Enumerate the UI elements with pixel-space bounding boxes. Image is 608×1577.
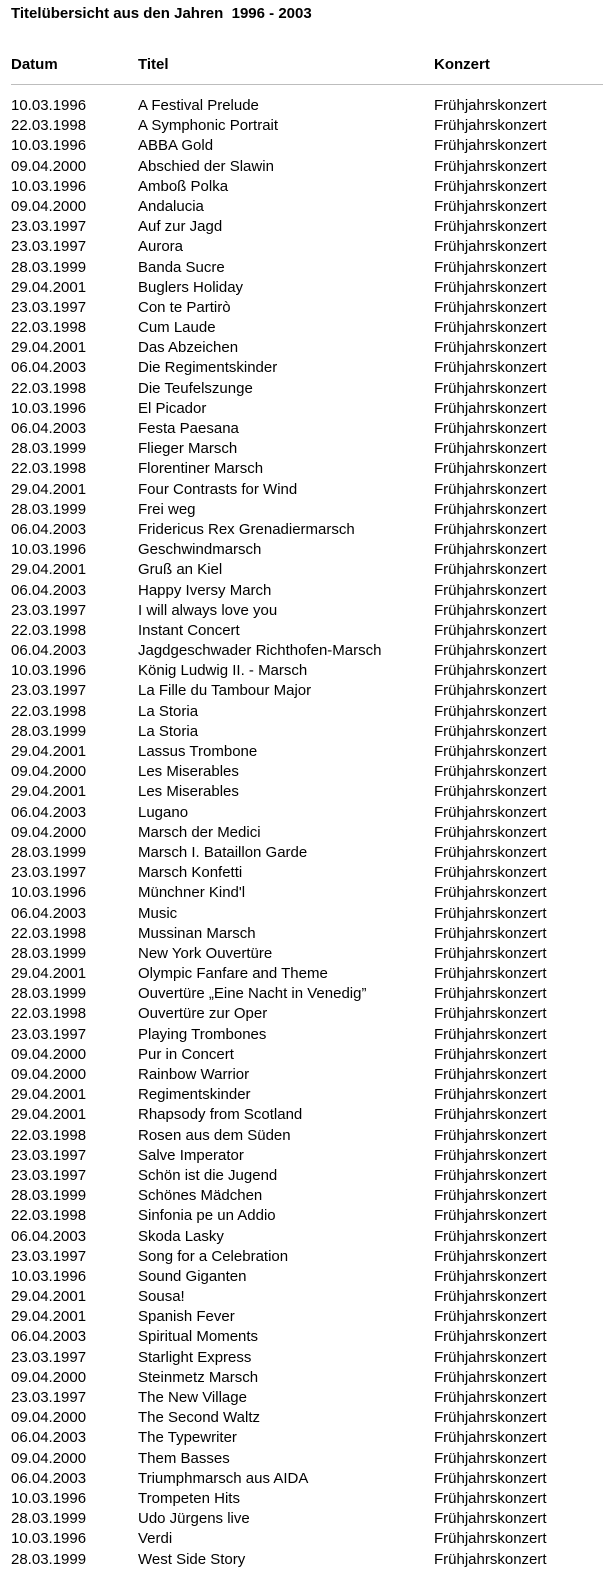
table-row (0, 1550, 608, 1570)
cell-date: 28.03.1999 (11, 1510, 87, 1528)
cell-title: Florentiner Marsch (138, 460, 264, 478)
cell-title: Rhapsody from Scotland (138, 1106, 303, 1124)
cell-date: 06.04.2003 (11, 803, 87, 821)
cell-date: 29.04.2001 (11, 561, 87, 579)
cell-konzert: Frühjahrskonzert (434, 1086, 547, 1104)
cell-date: 09.04.2000 (11, 763, 87, 781)
cell-title: Ouvertüre „Eine Nacht in Venedig” (138, 985, 367, 1003)
cell-date: 23.03.1997 (11, 238, 87, 256)
table-row (0, 520, 608, 540)
table-row (0, 1025, 608, 1045)
cell-title: Geschwindmarsch (138, 541, 262, 559)
cell-title: Udo Jürgens live (138, 1510, 250, 1528)
cell-title: Flieger Marsch (138, 440, 238, 458)
cell-date: 10.03.1996 (11, 97, 87, 114)
cell-title: Frei weg (138, 500, 196, 518)
table-row (0, 480, 608, 500)
cell-title: Gruß an Kiel (138, 561, 223, 579)
cell-date: 10.03.1996 (11, 177, 87, 195)
cell-title: Triumphmarsch aus AIDA (138, 1469, 309, 1487)
cell-date: 29.04.2001 (11, 1106, 87, 1124)
cell-date: 06.04.2003 (11, 420, 87, 437)
cell-title: Pur in Concert (138, 1045, 234, 1063)
cell-date: 09.04.2000 (11, 1066, 87, 1083)
cell-konzert: Frühjahrskonzert (434, 1247, 547, 1265)
cell-konzert: Frühjahrskonzert (434, 420, 547, 437)
cell-konzert: Frühjahrskonzert (434, 1409, 547, 1427)
cell-date: 09.04.2000 (11, 1449, 87, 1467)
cell-konzert: Frühjahrskonzert (434, 743, 547, 760)
cell-date: 10.03.1996 (11, 1267, 87, 1285)
table-row (0, 439, 608, 459)
cell-date: 10.03.1996 (11, 1530, 87, 1548)
cell-konzert: Frühjahrskonzert (434, 783, 547, 801)
table-row (0, 1227, 608, 1247)
cell-konzert: Frühjahrskonzert (434, 904, 547, 922)
table-row (0, 500, 608, 520)
table-row (0, 1428, 608, 1448)
table-row (0, 1065, 608, 1085)
table-row (0, 1287, 608, 1307)
table-row (0, 904, 608, 924)
cell-konzert: Frühjahrskonzert (434, 1166, 547, 1184)
table-row (0, 823, 608, 843)
cell-title: Amboß Polka (138, 177, 229, 195)
table-row (0, 136, 608, 156)
cell-title: Trompeten Hits (138, 1489, 240, 1507)
cell-title: Aurora (138, 238, 184, 256)
cell-konzert: Frühjahrskonzert (434, 137, 547, 155)
table-row (0, 1206, 608, 1226)
cell-date: 23.03.1997 (11, 1389, 87, 1406)
cell-title: Verdi (138, 1530, 173, 1548)
cell-title: Mussinan Marsch (138, 924, 256, 942)
table-row (0, 298, 608, 318)
cell-konzert: Frühjahrskonzert (434, 924, 547, 942)
cell-title: Marsch I. Bataillon Garde (138, 843, 308, 861)
column-header-title: Titel (138, 56, 169, 73)
table-row (0, 217, 608, 237)
cell-konzert: Frühjahrskonzert (434, 1328, 547, 1346)
cell-date: 29.04.2001 (11, 783, 87, 801)
cell-title: The Second Waltz (138, 1409, 260, 1427)
table-row (0, 782, 608, 802)
table-row (0, 762, 608, 782)
cell-konzert: Frühjahrskonzert (434, 339, 547, 357)
cell-date: 23.03.1997 (11, 1166, 87, 1184)
cell-konzert: Frühjahrskonzert (434, 803, 547, 821)
cell-date: 23.03.1997 (11, 1348, 87, 1366)
cell-title: Buglers Holiday (138, 278, 244, 296)
cell-date: 22.03.1998 (11, 702, 87, 720)
cell-konzert: Frühjahrskonzert (434, 359, 547, 377)
cell-date: 09.04.2000 (11, 1368, 87, 1386)
cell-title: A Symphonic Portrait (138, 117, 279, 135)
table-row (0, 358, 608, 378)
cell-konzert: Frühjahrskonzert (434, 621, 547, 639)
cell-title: El Picador (138, 399, 207, 417)
cell-konzert: Frühjahrskonzert (434, 258, 547, 276)
cell-konzert: Frühjahrskonzert (434, 1530, 547, 1548)
cell-date: 29.04.2001 (11, 743, 87, 760)
cell-konzert: Frühjahrskonzert (434, 1510, 547, 1528)
cell-konzert: Frühjahrskonzert (434, 944, 547, 962)
cell-date: 28.03.1999 (11, 722, 87, 740)
cell-konzert: Frühjahrskonzert (434, 1449, 547, 1467)
cell-title: Les Miserables (138, 783, 239, 801)
cell-konzert: Frühjahrskonzert (434, 884, 547, 902)
cell-date: 23.03.1997 (11, 864, 87, 882)
cell-konzert: Frühjahrskonzert (434, 1066, 547, 1083)
cell-konzert: Frühjahrskonzert (434, 1469, 547, 1487)
cell-title: Regimentskinder (138, 1086, 251, 1104)
cell-title: The Typewriter (138, 1429, 237, 1447)
table-row (0, 1166, 608, 1186)
cell-date: 09.04.2000 (11, 157, 87, 175)
cell-date: 28.03.1999 (11, 1187, 87, 1205)
table-row (0, 681, 608, 701)
table-row (0, 924, 608, 944)
cell-date: 10.03.1996 (11, 662, 87, 680)
cell-konzert: Frühjahrskonzert (434, 1207, 547, 1225)
table-row (0, 1045, 608, 1065)
cell-title: Steinmetz Marsch (138, 1368, 259, 1386)
cell-date: 06.04.2003 (11, 1227, 87, 1245)
cell-konzert: Frühjahrskonzert (434, 1288, 547, 1306)
cell-konzert: Frühjahrskonzert (434, 238, 547, 256)
cell-konzert: Frühjahrskonzert (434, 1348, 547, 1366)
cell-title: Lugano (138, 803, 189, 821)
table-row (0, 661, 608, 681)
table-row (0, 843, 608, 863)
cell-konzert: Frühjahrskonzert (434, 843, 547, 861)
cell-title: Schönes Mädchen (138, 1187, 263, 1205)
cell-konzert: Frühjahrskonzert (434, 218, 547, 236)
cell-title: Abschied der Slawin (138, 157, 274, 175)
cell-date: 29.04.2001 (11, 339, 87, 357)
cell-konzert: Frühjahrskonzert (434, 520, 547, 538)
cell-title: Fridericus Rex Grenadiermarsch (138, 520, 355, 538)
cell-title: Ouvertüre zur Oper (138, 1005, 268, 1023)
cell-konzert: Frühjahrskonzert (434, 1267, 547, 1285)
cell-date: 29.04.2001 (11, 965, 87, 983)
cell-konzert: Frühjahrskonzert (434, 440, 547, 458)
cell-konzert: Frühjahrskonzert (434, 541, 547, 559)
cell-title: Them Basses (138, 1449, 230, 1467)
table-row (0, 96, 608, 116)
cell-date: 23.03.1997 (11, 1247, 87, 1265)
cell-konzert: Frühjahrskonzert (434, 1025, 547, 1043)
cell-konzert: Frühjahrskonzert (434, 561, 547, 579)
cell-date: 10.03.1996 (11, 541, 87, 559)
cell-title: La Fille du Tambour Major (138, 682, 312, 700)
cell-konzert: Frühjahrskonzert (434, 1106, 547, 1124)
table-row (0, 1489, 608, 1509)
cell-title: Spanish Fever (138, 1308, 235, 1326)
table-row (0, 944, 608, 964)
table-row (0, 641, 608, 661)
cell-title: Olympic Fanfare and Theme (138, 965, 328, 983)
cell-date: 10.03.1996 (11, 884, 87, 902)
cell-konzert: Frühjahrskonzert (434, 197, 547, 215)
cell-konzert: Frühjahrskonzert (434, 1489, 547, 1507)
table-row (0, 379, 608, 399)
cell-title: Marsch der Medici (138, 823, 261, 841)
table-row (0, 984, 608, 1004)
cell-date: 22.03.1998 (11, 1207, 87, 1225)
cell-date: 29.04.2001 (11, 1308, 87, 1326)
cell-title: La Storia (138, 722, 199, 740)
cell-title: Cum Laude (138, 319, 216, 337)
cell-date: 06.04.2003 (11, 520, 87, 538)
cell-konzert: Frühjahrskonzert (434, 601, 547, 619)
cell-konzert: Frühjahrskonzert (434, 1550, 547, 1568)
cell-date: 28.03.1999 (11, 1550, 87, 1568)
cell-konzert: Frühjahrskonzert (434, 662, 547, 680)
cell-date: 09.04.2000 (11, 1409, 87, 1427)
cell-date: 22.03.1998 (11, 319, 87, 337)
table-row (0, 459, 608, 479)
table-row (0, 1509, 608, 1529)
table-row (0, 1449, 608, 1469)
cell-date: 06.04.2003 (11, 904, 87, 922)
cell-title: Con te Partirò (138, 298, 231, 316)
cell-title: Les Miserables (138, 763, 239, 781)
cell-konzert: Frühjahrskonzert (434, 319, 547, 337)
cell-title: Banda Sucre (138, 258, 225, 276)
cell-konzert: Frühjahrskonzert (434, 864, 547, 882)
cell-konzert: Frühjahrskonzert (434, 117, 547, 135)
table-row (0, 1004, 608, 1024)
cell-date: 06.04.2003 (11, 359, 87, 377)
table-row (0, 883, 608, 903)
table-row (0, 278, 608, 298)
cell-konzert: Frühjahrskonzert (434, 278, 547, 296)
cell-title: Marsch Konfetti (138, 864, 243, 882)
cell-konzert: Frühjahrskonzert (434, 379, 547, 397)
table-row (0, 1388, 608, 1408)
cell-title: The New Village (138, 1389, 247, 1406)
cell-date: 22.03.1998 (11, 379, 87, 397)
cell-title: Sinfonia pe un Addio (138, 1207, 276, 1225)
table-header (0, 55, 608, 75)
cell-konzert: Frühjahrskonzert (434, 965, 547, 983)
table-row (0, 621, 608, 641)
table-row (0, 1408, 608, 1428)
cell-title: Playing Trombones (138, 1025, 267, 1043)
cell-date: 23.03.1997 (11, 1025, 87, 1043)
cell-title: West Side Story (138, 1550, 246, 1568)
cell-date: 09.04.2000 (11, 823, 87, 841)
cell-konzert: Frühjahrskonzert (434, 1389, 547, 1406)
table-row (0, 964, 608, 984)
table-row (0, 863, 608, 883)
cell-title: New York Ouvertüre (138, 944, 273, 962)
cell-date: 10.03.1996 (11, 1489, 87, 1507)
cell-title: Salve Imperator (138, 1146, 244, 1164)
table-row (0, 1529, 608, 1549)
table-row (0, 1105, 608, 1125)
cell-konzert: Frühjahrskonzert (434, 1045, 547, 1063)
table-row (0, 177, 608, 197)
page-title: Titelübersicht aus den Jahren 1996 - 2003 (11, 5, 312, 22)
cell-konzert: Frühjahrskonzert (434, 500, 547, 518)
cell-date: 06.04.2003 (11, 1328, 87, 1346)
cell-date: 29.04.2001 (11, 1086, 87, 1104)
table-row (0, 722, 608, 742)
cell-title: Lassus Trombone (138, 743, 258, 760)
cell-date: 28.03.1999 (11, 440, 87, 458)
cell-title: Andalucia (138, 197, 204, 215)
table-row (0, 1186, 608, 1206)
cell-date: 10.03.1996 (11, 399, 87, 417)
cell-date: 09.04.2000 (11, 1045, 87, 1063)
cell-title: La Storia (138, 702, 199, 720)
table-row (0, 338, 608, 358)
cell-konzert: Frühjahrskonzert (434, 581, 547, 599)
cell-date: 23.03.1997 (11, 682, 87, 700)
cell-date: 23.03.1997 (11, 218, 87, 236)
cell-konzert: Frühjahrskonzert (434, 823, 547, 841)
cell-title: Song for a Celebration (138, 1247, 289, 1265)
cell-title: König Ludwig II. - Marsch (138, 662, 308, 680)
table-row (0, 116, 608, 136)
cell-date: 29.04.2001 (11, 278, 87, 296)
cell-title: Music (138, 904, 178, 922)
cell-konzert: Frühjahrskonzert (434, 399, 547, 417)
cell-konzert: Frühjahrskonzert (434, 642, 547, 660)
table-row (0, 419, 608, 439)
table-row (0, 237, 608, 257)
cell-title: Die Regimentskinder (138, 359, 278, 377)
cell-title: Rainbow Warrior (138, 1066, 250, 1083)
cell-date: 23.03.1997 (11, 601, 87, 619)
cell-title: Happy Iversy March (138, 581, 272, 599)
cell-date: 22.03.1998 (11, 1005, 87, 1023)
cell-date: 06.04.2003 (11, 581, 87, 599)
table-row (0, 601, 608, 621)
table-row (0, 1348, 608, 1368)
column-header-date: Datum (11, 56, 58, 73)
cell-title: Jagdgeschwader Richthofen-Marsch (138, 642, 382, 660)
table-row (0, 1469, 608, 1489)
cell-date: 23.03.1997 (11, 298, 87, 316)
table-row (0, 318, 608, 338)
cell-date: 28.03.1999 (11, 258, 87, 276)
cell-date: 10.03.1996 (11, 137, 87, 155)
cell-title: Rosen aus dem Süden (138, 1126, 291, 1144)
cell-title: Die Teufelszunge (138, 379, 253, 397)
cell-date: 22.03.1998 (11, 1126, 87, 1144)
cell-konzert: Frühjahrskonzert (434, 1227, 547, 1245)
table-row (0, 157, 608, 177)
cell-date: 22.03.1998 (11, 924, 87, 942)
cell-konzert: Frühjahrskonzert (434, 460, 547, 478)
table-row (0, 399, 608, 419)
cell-konzert: Frühjahrskonzert (434, 1187, 547, 1205)
table-row (0, 1126, 608, 1146)
cell-title: Instant Concert (138, 621, 240, 639)
cell-konzert: Frühjahrskonzert (434, 157, 547, 175)
cell-konzert: Frühjahrskonzert (434, 1368, 547, 1386)
cell-title: Sound Giganten (138, 1267, 247, 1285)
cell-date: 29.04.2001 (11, 480, 87, 498)
cell-date: 28.03.1999 (11, 500, 87, 518)
table-row (0, 702, 608, 722)
cell-date: 06.04.2003 (11, 1469, 87, 1487)
cell-date: 09.04.2000 (11, 197, 87, 215)
cell-title: A Festival Prelude (138, 97, 259, 114)
cell-konzert: Frühjahrskonzert (434, 682, 547, 700)
cell-konzert: Frühjahrskonzert (434, 763, 547, 781)
table-body (0, 96, 608, 1570)
table-row (0, 1247, 608, 1267)
cell-date: 28.03.1999 (11, 985, 87, 1003)
cell-konzert: Frühjahrskonzert (434, 298, 547, 316)
table-row (0, 1307, 608, 1327)
cell-title: Skoda Lasky (138, 1227, 224, 1245)
cell-title: Sousa! (138, 1288, 185, 1306)
cell-date: 29.04.2001 (11, 1288, 87, 1306)
cell-title: Schön ist die Jugend (138, 1166, 278, 1184)
cell-title: Four Contrasts for Wind (138, 480, 298, 498)
cell-konzert: Frühjahrskonzert (434, 1308, 547, 1326)
table-row (0, 1327, 608, 1347)
cell-date: 28.03.1999 (11, 843, 87, 861)
table-row (0, 1085, 608, 1105)
cell-konzert: Frühjahrskonzert (434, 985, 547, 1003)
table-row (0, 197, 608, 217)
cell-title: Spiritual Moments (138, 1328, 259, 1346)
cell-konzert: Frühjahrskonzert (434, 1146, 547, 1164)
table-row (0, 803, 608, 823)
cell-konzert: Frühjahrskonzert (434, 722, 547, 740)
table-row (0, 581, 608, 601)
cell-title: Das Abzeichen (138, 339, 239, 357)
column-header-konzert: Konzert (434, 56, 490, 73)
cell-konzert: Frühjahrskonzert (434, 1126, 547, 1144)
cell-konzert: Frühjahrskonzert (434, 1429, 547, 1447)
table-row (0, 1267, 608, 1287)
cell-title: I will always love you (138, 601, 278, 619)
cell-title: Starlight Express (138, 1348, 252, 1366)
table-row (0, 258, 608, 278)
table-row (0, 1368, 608, 1388)
cell-date: 22.03.1998 (11, 460, 87, 478)
cell-date: 22.03.1998 (11, 117, 87, 135)
cell-konzert: Frühjahrskonzert (434, 480, 547, 498)
cell-konzert: Frühjahrskonzert (434, 97, 547, 114)
cell-date: 23.03.1997 (11, 1146, 87, 1164)
header-divider (11, 84, 603, 85)
cell-date: 06.04.2003 (11, 642, 87, 660)
cell-date: 06.04.2003 (11, 1429, 87, 1447)
cell-title: ABBA Gold (138, 137, 214, 155)
cell-title: Münchner Kind'l (138, 884, 246, 902)
table-row (0, 560, 608, 580)
table-row (0, 1146, 608, 1166)
cell-date: 22.03.1998 (11, 621, 87, 639)
cell-title: Festa Paesana (138, 420, 239, 437)
cell-konzert: Frühjahrskonzert (434, 1005, 547, 1023)
cell-title: Auf zur Jagd (138, 218, 223, 236)
cell-konzert: Frühjahrskonzert (434, 702, 547, 720)
table-row (0, 742, 608, 762)
cell-date: 28.03.1999 (11, 944, 87, 962)
table-row (0, 540, 608, 560)
cell-konzert: Frühjahrskonzert (434, 177, 547, 195)
